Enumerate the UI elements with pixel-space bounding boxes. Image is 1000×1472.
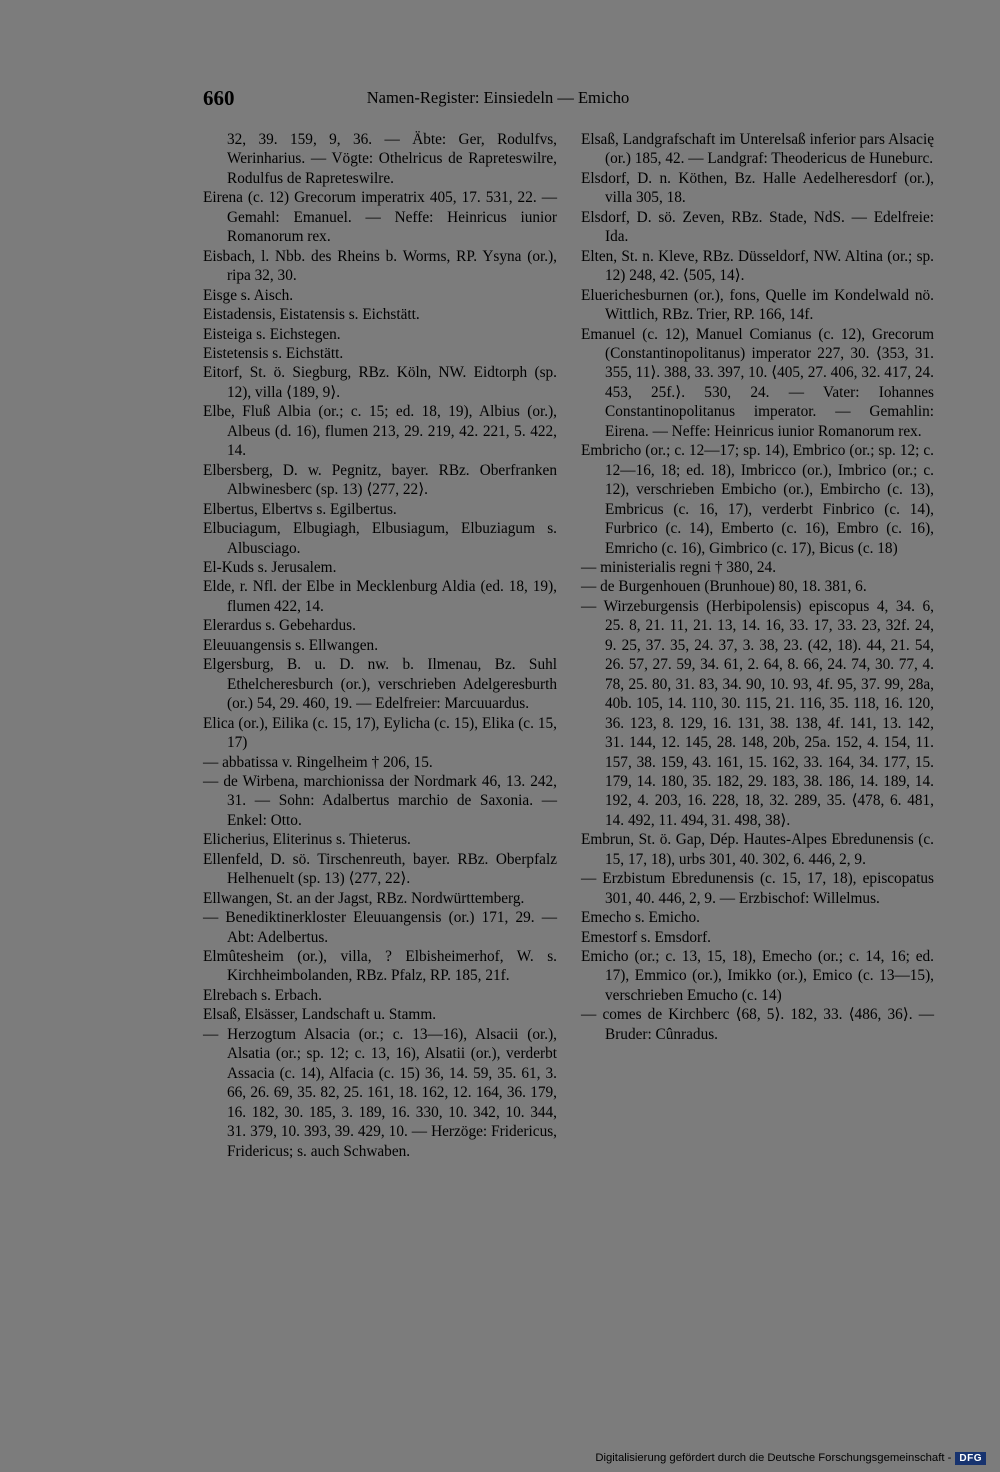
index-entry: Elsdorf, D. sö. Zeven, RBz. Stade, NdS. — Edelfreie: Ida. [581,208,934,246]
index-entry: Emestorf s. Emsdorf. [581,928,712,946]
index-entry: Elerardus s. Gebehardus. [203,617,356,635]
footer-credit: Digitalisierung gefördert durch die Deutsche Forschungsgemeinschaft - [595,1452,952,1464]
index-entry: Elsaß, Landgrafschaft im Unterelsaß inferior pars Alsacię (or.) 185, 42. — Landgraf: Theodericus de Huneburc. [581,131,934,168]
left-column [203,130,557,1161]
running-title: Namen-Register: Einsiedeln — Emicho [366,88,630,107]
page-footer [595,1448,986,1468]
index-entry: Elten, St. n. Kleve, RBz. Düsseldorf, NW. Altina (or.; sp. 12) 248, 42. ⟨505, 14⟩. [581,247,934,285]
index-entry: Embricho (or.; c. 12—17; sp. 14), Embrico (or.; sp. 12; c. 12—16, 18; ed. 18), Imbricco (or.), Imbrico (or.; c. 12), verschrieben Embicho (or.), Embircho (c. 13), Embricus (c. 16, 17), verderbt Finbrico (c. 14), Furbrico (c. 14), Emberto (c. 16), Embro (c. 16), Emricho (c. 16), Gimbrico (c. 17), Bicus (c. 18) [581,442,934,557]
index-entry: Elbe, Fluß Albia (or.; c. 15; ed. 18, 19), Albius (or.), Albeus (d. 16), flumen 213, 29. 219, 42. 221, 5. 422, 14. [203,403,557,460]
index-entry: — ministerialis regni † 380, 24. [581,558,777,576]
index-entry: — de Wirbena, marchionissa der Nordmark 46, 13. 242, 31. — Sohn: Adalbertus marchio de Saxonia. — Enkel: Otto. [203,772,557,829]
index-entry: Eisge s. Aisch. [203,286,294,304]
index-entry: — Wirzeburgensis (Herbipolensis) episcopus 4, 34. 6, 25. 8, 21. 11, 21. 13, 14. 16, 33. 17, 33. 23, 32f. 24, 9. 25, 37. 35, 24. 37, 3. 38, 23. (42, 18). 44, 21. 54, 26. 57, 27. 59, 34. 61, 2. 64, 8. 66, 24. 74, 30. 77, 4. 78, 25. 80, 31. 83, 34. 90, 10. 93, 4f. 95, 37. 99, 28a, 40b. 105, 14. 110, 30. 115, 21. 116, 35. 118, 16. 120, 36. 123, 8. 129, 16. 131, 38. 138, 4f. 141, 13. 142, 31. 144, 12. 145, 28. 148, 20b, 25a. 152, 4. 154, 11. 157, 38. 159, 43. 161, 15. 162, 33. 164, 34. 177, 15. 179, 14. 180, 35. 182, 29. 183, 38. 186, 14. 189, 14. 192, 4. 203, 16. 228, 18, 32. 289, 35. ⟨478, 6. 481, 14. 492, 11. 494, 31. 498, 38⟩. [581,597,934,829]
index-entry: Ellenfeld, D. sö. Tirschenreuth, bayer. RBz. Oberpfalz Helhenuelt (sp. 13) ⟨277, 22⟩. [203,850,557,888]
index-entry: Elsdorf, D. n. Köthen, Bz. Halle Aedelheresdorf (or.), villa 305, 18. [581,169,934,207]
index-entry: Eirena (c. 12) Grecorum imperatrix 405, 17. 531, 22. — Gemahl: Emanuel. — Neffe: Heinricus iunior Romanorum rex. [203,189,557,246]
index-entry: Elbuciagum, Elbugiagh, Elbusiagum, Elbuziagum s. Albusciago. [203,520,557,557]
index-entry: Emanuel (c. 12), Manuel Comianus (c. 12), Grecorum (Constantinopolitanus) imperator 227, 30. ⟨353, 31. 355, 11⟩. 388, 33. 397, 10. ⟨405, 27. 406, 32. 417, 24. 453, 25f.⟩. 530, 24. — Vater: Iohannes Constantinopolitanus imperator. — Gemahlin: Eirena. — Neffe: Heinricus iunior Romanorum rex. [581,325,934,440]
index-entry: Eitorf, St. ö. Siegburg, RBz. Köln, NW. Eidtorph (sp. 12), villa ⟨189, 9⟩. [203,364,557,401]
index-entry: Elica (or.), Eilika (c. 15, 17), Eylicha (c. 15), Elika (c. 15, 17) [203,714,557,752]
index-entry: Elgersburg, B. u. D. nw. b. Ilmenau, Bz. Suhl Ethelcheresburch (or.), verschrieben Adelgeresburth (or.) 54, 29. 460, 19. — Edelfreier: Marcuuardus. [203,656,557,713]
index-entry: Elde, r. Nfl. der Elbe in Mecklenburg Aldia (ed. 18, 19), flumen 422, 14. [203,578,557,615]
index-entry: Embrun, St. ö. Gap, Dép. Hautes-Alpes Ebredunensis (c. 15, 17, 18), urbs 301, 40. 302, 6. 446, 2, 9. [581,831,934,868]
dfg-logo: DFG [955,1452,986,1465]
index-entry: Eisbach, l. Nbb. des Rheins b. Worms, RP. Ysyna (or.), ripa 32, 30. [203,247,557,285]
index-entry: Eluerichesburnen (or.), fons, Quelle im Kondelwald nö. Wittlich, RBz. Trier, RP. 166, 14f. [581,286,934,324]
page-header [203,86,733,114]
right-column [581,130,934,1044]
index-entry: Eistadensis, Eistatensis s. Eichstätt. [203,306,420,324]
index-entry: Emecho s. Emicho. [581,909,700,927]
index-entry: El-Kuds s. Jerusalem. [203,558,337,576]
index-entry: Eleuuangensis s. Ellwangen. [203,636,379,654]
index-entry: — de Burgenhouen (Brunhoue) 80, 18. 381, 6. [581,578,867,596]
index-entry: Emicho (or.; c. 13, 15, 18), Emecho (or.; c. 14, 16; ed. 17), Emmico (or.), Imikko (or.), Emico (c. 13—15), verschrieben Emucho (c. 14) [581,948,934,1004]
index-entry: Elicherius, Eliterinus s. Thieterus. [203,831,411,849]
index-entry: Elrebach s. Erbach. [203,986,322,1004]
index-entry: Eisteiga s. Eichstegen. [203,325,341,343]
index-entry: — abbatissa v. Ringelheim † 206, 15. [203,753,433,771]
index-entry: Elbertus, Elbertvs s. Egilbertus. [203,500,397,518]
page-number: 660 [203,86,235,110]
index-entry: Elsaß, Elsässer, Landschaft u. Stamm. [203,1006,437,1024]
index-entry: Eistetensis s. Eichstätt. [203,344,344,362]
index-entry: — Erzbistum Ebredunensis (c. 15, 17, 18), episcopatus 301, 40. 446, 2, 9. — Erzbischof: Willelmus. [581,870,934,907]
index-entry: — comes de Kirchberc ⟨68, 5⟩. 182, 33. ⟨486, 36⟩. — Bruder: Cûnradus. [581,1006,934,1043]
index-entry: Elmûtesheim (or.), villa, ? Elbisheimerhof, W. s. Kirchheimbolanden, RBz. Pfalz, RP. 185, 21f. [203,948,557,985]
index-entry: Ellwangen, St. an der Jagst, RBz. Nordwürttemberg. [203,889,525,907]
index-entry: — Benediktinerkloster Eleuuangensis (or.) 171, 29. — Abt: Adelbertus. [203,909,557,946]
index-entry: Elbersberg, D. w. Pegnitz, bayer. RBz. Oberfranken Albwinesberc (sp. 13) ⟨277, 22⟩. [203,461,557,499]
index-entry: — Herzogtum Alsacia (or.; c. 13—16), Alsacii (or.), Alsatia (or.; sp. 12; c. 13, 16), Alsatii (or.), verderbt Assacia (c. 14), Alfacia (c. 15) 36, 14. 59, 35. 61, 3. 66, 26. 69, 35. 82, 25. 161, 18. 162, 12. 164, 36. 179, 16. 182, 30. 185, 3. 189, 16. 330, 10. 342, 10. 344, 31. 379, 10. 393, 39. 429, 10. — Herzöge: Fridericus, Fridericus; s. auch Schwaben. [203,1025,557,1160]
index-entry: 32, 39. 159, 9, 36. — Äbte: Ger, Rodulfvs, Werinharius. — Vögte: Othelricus de Rapreteswilre, Rodulfus de Rapreteswilre. [227,131,557,187]
